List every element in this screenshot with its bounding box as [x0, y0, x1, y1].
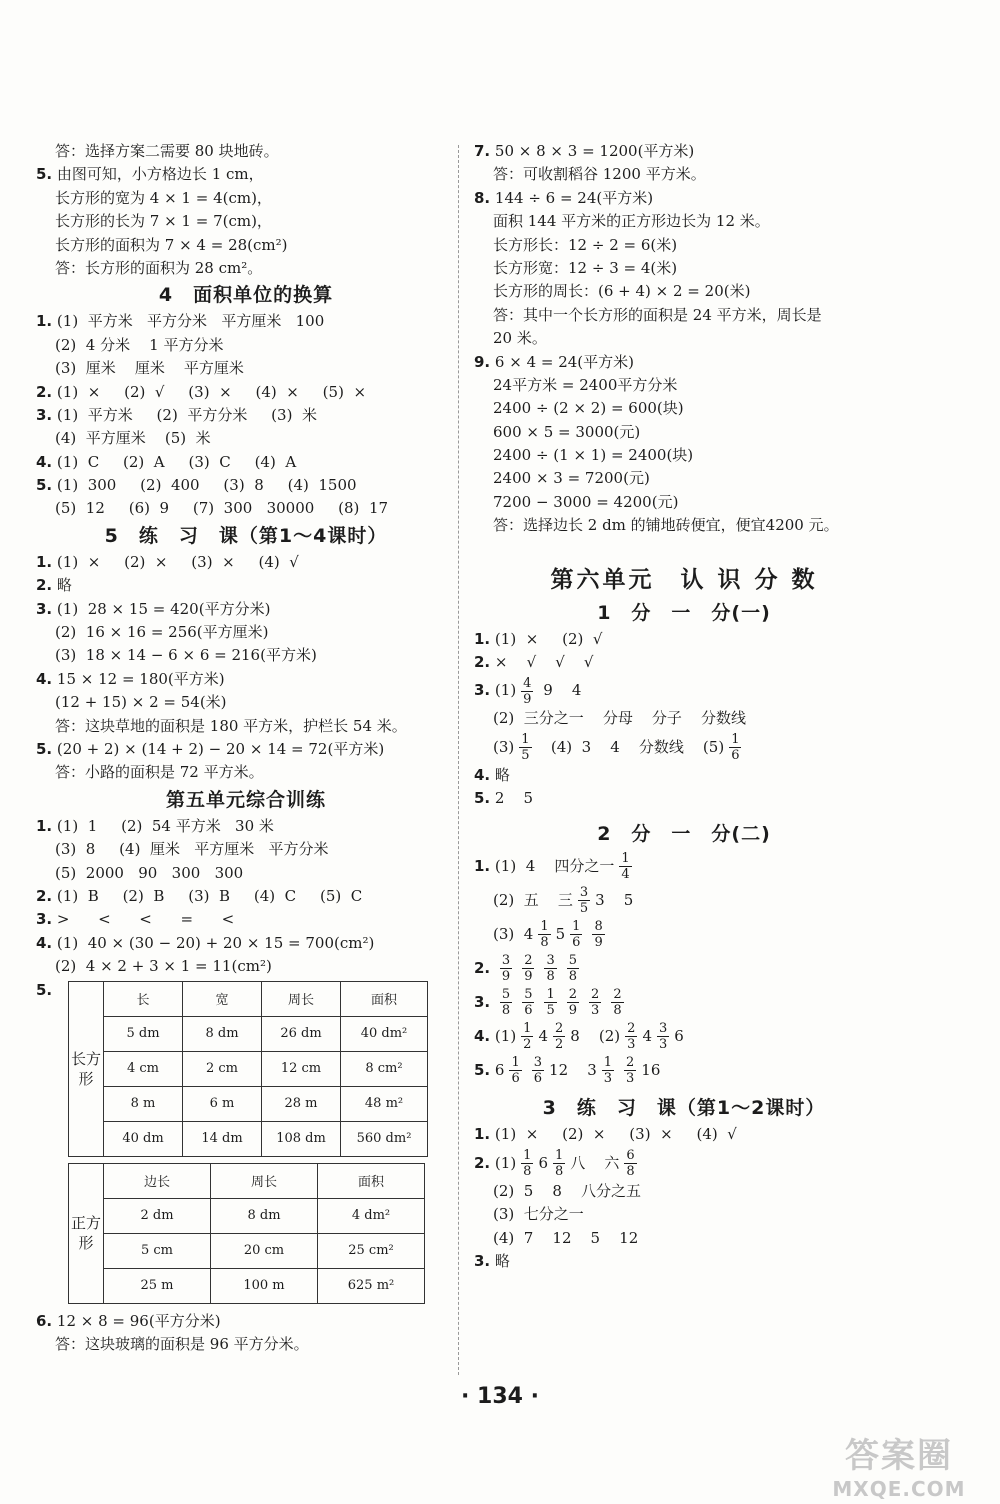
fraction: $\frac{1}{2}$ [523, 1021, 532, 1053]
fraction: $\frac{2}{9}$ [524, 953, 533, 985]
fraction: $\frac{5}{8}$ [501, 987, 511, 1019]
answer-line [474, 304, 894, 327]
answer-line [36, 908, 456, 931]
fraction: $\frac{1}{4}$ [621, 851, 630, 883]
answer-line: 2. × √ √ √ [474, 653, 594, 672]
fraction: $\frac{3}{6}$ [533, 1055, 543, 1087]
answer-line [36, 310, 456, 333]
answer-line [474, 421, 894, 444]
answer-line [36, 815, 456, 838]
answer-line: 5. 2 5 [474, 789, 534, 808]
unit6-title: 第六单元 认 识 分 数 [550, 566, 818, 593]
answer-text: 长方形的宽为 4 × 1 = 4(cm)， [55, 188, 272, 207]
answer-line [36, 1333, 456, 1356]
answer-text: 长方形的长为 7 × 1 = 7(cm)， [55, 212, 272, 231]
answer-line [474, 187, 894, 210]
question-number: 3. [36, 405, 53, 424]
answer-line [36, 574, 456, 597]
answer-line: 1. (1) 4 四分之一 $\frac{1}{4}$ [474, 851, 630, 883]
question-number: 1. [36, 312, 53, 331]
fraction: $\frac{4}{9}$ [523, 675, 532, 707]
answer-line [36, 451, 456, 474]
answer-text: 2400 ÷ (2 × 2) = 600(块) [493, 399, 684, 418]
answer-text: 20 米。 [493, 329, 547, 348]
question-number: 2. [36, 382, 53, 401]
answer-line [36, 1310, 456, 1333]
answer-text: (4) 平方厘米 (5) 米 [55, 429, 211, 448]
answer-line [474, 444, 894, 467]
question-number: 5. [36, 739, 53, 758]
answer-text: 答：长方形的面积为 28 cm²。 [55, 258, 263, 277]
table-header: 面积 [318, 1163, 425, 1198]
answer-line [474, 234, 894, 257]
question-number: 3. [36, 599, 53, 618]
answer-text: 答：这块玻璃的面积是 96 平方分米。 [55, 1334, 309, 1353]
answer-text: 略 [56, 576, 72, 595]
answer-text: 答：选择边长 2 dm 的铺地砖便宜，便宜4200 元。 [493, 516, 839, 535]
answer-line [474, 467, 894, 490]
answer-text: 答：这块草地的面积是 180 平方米，护栏长 54 米。 [55, 716, 407, 735]
section-title: 第五单元综合训练 [165, 788, 326, 811]
table-cell: 20 cm [211, 1233, 318, 1268]
answer-text: 24平方米 = 2400平方分米 [493, 375, 678, 394]
table-header: 周长 [262, 981, 341, 1016]
answer-line: (3) 4 $\frac{1}{8}$ 5 $\frac{1}{6}$ $\frac{8}{9}$ [493, 919, 603, 951]
fraction: $\frac{1}{6}$ [731, 732, 740, 764]
question-number: 5. [36, 476, 53, 495]
answer-line [474, 327, 894, 350]
fraction: $\frac{1}{6}$ [572, 919, 581, 951]
page-number: · 134 · [461, 1384, 539, 1409]
table-header: 边长 [104, 1163, 211, 1198]
answer-line: (3) $\frac{1}{5}$ (4) 3 4 分数线 (5) $\frac{1}{6}$ [493, 732, 740, 764]
answer-line [36, 644, 456, 667]
table-row [69, 1268, 425, 1303]
fraction: $\frac{5}{8}$ [568, 953, 578, 985]
answer-line: 1. (1) × (2) √ [474, 629, 603, 648]
answer-text: 答：其中一个长方形的面积是 24 平方米，周长是 [493, 305, 822, 324]
fraction: $\frac{3}{9}$ [501, 953, 511, 985]
answer-text: 答：选择方案二需要 80 块地砖。 [55, 142, 279, 160]
table-cell: 2 cm [183, 1051, 262, 1086]
question-number: 9. [474, 352, 491, 371]
answer-line [36, 427, 456, 450]
fraction: $\frac{1}{5}$ [546, 987, 555, 1019]
question-number: 3. [36, 910, 53, 929]
answer-line: 2. $\frac{3}{9}$ $\frac{2}{9}$ $\frac{3}{8}$ $\frac{5}{8}$ [474, 953, 578, 985]
table-cell: 14 dm [183, 1121, 262, 1156]
answer-line: 4. (1) $\frac{1}{2}$ 4 $\frac{2}{2}$ 8 (2) $\frac{2}{3}$ 4 $\frac{3}{3}$ 6 [474, 1021, 684, 1053]
answer-line [36, 497, 456, 520]
answer-line [36, 381, 456, 404]
watermark-logo-text: 答案圈 [845, 1436, 953, 1476]
answer-text: 2400 × 3 = 7200(元) [493, 469, 650, 488]
fraction: $\frac{3}{3}$ [658, 1021, 668, 1053]
answer-text: (2) 4 分米 1 平方分米 [55, 335, 224, 354]
fraction: $\frac{2}{2}$ [555, 1021, 564, 1053]
answer-line [36, 163, 456, 186]
table-cell: 4 cm [104, 1051, 183, 1086]
section-title: 1 分 一 分(一) [597, 601, 771, 624]
answer-line [36, 838, 456, 861]
question-number: 8. [474, 188, 491, 207]
table-cell: 12 cm [262, 1051, 341, 1086]
rect-table [68, 981, 428, 1157]
answer-text: (1) × (2) √ (3) × (4) × (5) × [56, 382, 367, 401]
table-cell: 2 dm [104, 1198, 211, 1233]
answer-text: (1) × (2) × (3) × (4) √ [56, 552, 299, 571]
answer-text: 2400 ÷ (1 × 1) = 2400(块) [493, 446, 694, 465]
answer-line [36, 257, 456, 280]
square-table [68, 1163, 425, 1304]
answer-line: 1. (1) × (2) × (3) × (4) √ [474, 1124, 737, 1143]
answer-line [36, 885, 456, 908]
answer-line [474, 163, 894, 186]
table-cell: 26 dm [262, 1016, 341, 1051]
answer-text: 15 × 12 = 180(平方米) [56, 669, 225, 688]
answer-line: (2) 五 三 $\frac{3}{5}$ 3 5 [493, 885, 634, 917]
table-row-header: 长方形 [69, 981, 104, 1156]
answer-line [474, 397, 894, 420]
fraction: $\frac{2}{8}$ [613, 987, 622, 1019]
answer-line [36, 738, 456, 761]
answer-line [36, 210, 456, 233]
question-number: 5. [36, 165, 53, 184]
table-cell: 100 m [211, 1268, 318, 1303]
question-number: 6. [36, 1311, 53, 1330]
answer-text: (12 + 15) × 2 = 54(米) [55, 693, 227, 712]
answer-text: (2) 4 × 2 + 3 × 1 = 11(cm²) [55, 957, 272, 976]
table-header: 周长 [211, 1163, 318, 1198]
answer-text: 长方形长：12 ÷ 2 = 6(米) [493, 235, 678, 254]
answer-line [36, 334, 456, 357]
table-cell: 40 dm [104, 1121, 183, 1156]
table-cell: 8 dm [211, 1198, 318, 1233]
answer-text: (3) 18 × 14 − 6 × 6 = 216(平方米) [55, 646, 317, 665]
fraction: $\frac{1}{8}$ [523, 1148, 532, 1180]
question-number: 4. [36, 452, 53, 471]
answer-line: 5. 6 $\frac{1}{6}$ $\frac{3}{6}$ 12 3 $\frac{1}{3}$ $\frac{2}{3}$ 16 [474, 1055, 661, 1087]
answer-text: (1) 300 (2) 400 (3) 8 (4) 1500 [56, 476, 357, 495]
answer-text: 7200 − 3000 = 4200(元) [493, 492, 679, 511]
answer-line: 4. 略 [474, 765, 510, 784]
question-number: 7. [474, 142, 491, 160]
answer-line [36, 862, 456, 885]
answer-text: (2) 16 × 16 = 256(平方厘米) [55, 623, 269, 642]
section-title: 5 练 习 课（第1～4课时） [104, 524, 388, 547]
table-cell: 8 cm² [341, 1051, 428, 1086]
answer-line: 3. (1) $\frac{4}{9}$ 9 4 [474, 675, 582, 707]
answer-text: 6 × 4 = 24(平方米) [494, 352, 635, 371]
right-top-block [474, 140, 894, 538]
fraction: $\frac{5}{6}$ [524, 987, 533, 1019]
fraction: $\frac{2}{3}$ [627, 1021, 636, 1053]
answer-text: 长方形的周长：(6 + 4) × 2 = 20(米) [493, 282, 751, 301]
section-title: 4 面积单位的换算 [158, 284, 334, 307]
answer-line [474, 210, 894, 233]
table-cell: 25 cm² [318, 1233, 425, 1268]
fraction: $\frac{2}{9}$ [568, 987, 578, 1019]
fraction: $\frac{3}{8}$ [546, 953, 555, 985]
table-cell: 40 dm² [341, 1016, 428, 1051]
answer-line: 2. (1) $\frac{1}{8}$ 6 $\frac{1}{8}$ 八 六 $\frac{6}{8}$ [474, 1148, 635, 1180]
right-column [474, 140, 894, 1274]
table-row [69, 1233, 425, 1268]
answer-line [36, 715, 456, 738]
column-divider [458, 145, 459, 1375]
left-column: 答：选择方案二需要 80 块地砖。 5. 由图可知，小方格边长 1 cm， 长方形的宽为 4 × 1 = 4(cm)， 长方形的长为 7 × 1 = 7(cm)， 长方形的面积为 7 × 4 = 28(cm²) 答：长方形的面积为 28 cm²。 4 面积单位的换算 1. (1) 平方米 平方分米 平方厘米 100 (2) 4 分米 1 平方分米 (3) 厘米 厘米 平方厘米 2. (1) × (2) √ (3) × (4) × (5) × 3. (1) 平方米 (2) 平方分米 (3) 米 (4) 平方厘米 (5) 米 4. (1) C (2) A (3) C (4) A 5. (1) 300 (2) 400 (3) 8 (4) 1500 (5) 12 (6) 9 (7) 300 30000 (8) 17 5 练 习 课（第1～4课时） 1. (1) × (2) × (3) × (4) √ 2. 略 3. (1) 28 × 15 = 420(平方分米) (2) 16 × 16 = 256(平方厘米) (3) 18 × 14 − 6 × 6 = 216(平方米) 4. 15 × 12 = 180(平方米) (12 + 15) × 2 = 54(米) 答：这块草地的面积是 180 平方米，护栏长 54 米。 5. (20 + 2) × (14 + 2) − 20 × 14 = 72(平方米) 答：小路的面积是 72 平方米。 第五单元综合训练 1. (1) 1 (2) 54 平方米 30 米 (3) 8 (4) 厘米 平方厘米 平方分米 (5) 2000 90 300 300 2. (1) B (2) B (3) B (4) C (5) C 3. > < < = < 4. (1) 40 × (30 − 20) + 20 × 15 = 700(cm²) (2) 4 × 2 + 3 × 1 = 11(cm²) 5. 长方形 长 宽 周长 面积 5 dm 8 dm 26 dm 40 dm² 4 cm 2 cm 12 cm 8 cm² 8 m 6 m 28 m 48 m² 40 dm 14 dm 108 dm 560 dm² 正方形 边长 周长 面积 2 dm 8 dm 4 dm² 5 cm 20 cm 25 cm² 25 m 100 m 625 m² 6. 12 × 8 = 96(平方分米) 答：这块玻璃的面积是 96 平方分米。 [36, 140, 456, 1356]
fraction: $\frac{6}{8}$ [626, 1148, 635, 1180]
answer-text: (1) C (2) A (3) C (4) A [56, 452, 297, 471]
answer-text: 长方形的面积为 7 × 4 = 28(cm²) [55, 235, 288, 254]
watermark-url: MXQE.COM [832, 1477, 966, 1501]
answer-text: (5) 12 (6) 9 (7) 300 30000 (8) 17 [55, 499, 389, 518]
answer-text: 长方形宽：12 ÷ 3 = 4(米) [493, 258, 678, 277]
section-title: 3 练 习 课（第1～2课时） [542, 1096, 826, 1119]
answer-text: (1) B (2) B (3) B (4) C (5) C [56, 886, 363, 905]
question-number: 2. [36, 576, 53, 595]
table-cell: 5 dm [104, 1016, 183, 1051]
answer-line [36, 404, 456, 427]
table-cell: 48 m² [341, 1086, 428, 1121]
answer-text: (1) 40 × (30 − 20) + 20 × 15 = 700(cm²) [56, 933, 375, 952]
table-row [69, 1121, 428, 1156]
answer-line: (4) 7 12 5 12 [493, 1228, 639, 1247]
section-title: 2 分 一 分(二) [597, 822, 771, 845]
answer-line [36, 691, 456, 714]
answer-text: (3) 8 (4) 厘米 平方厘米 平方分米 [55, 840, 329, 859]
fraction: $\frac{1}{5}$ [521, 732, 530, 764]
answer-line [36, 474, 456, 497]
question-number: 4. [36, 933, 53, 952]
answer-line [36, 932, 456, 955]
table-cell: 25 m [104, 1268, 211, 1303]
question-number: 1. [36, 552, 53, 571]
table-row [69, 1198, 425, 1233]
table-cell: 8 m [104, 1086, 183, 1121]
answer-line [36, 357, 456, 380]
fraction: $\frac{1}{3}$ [603, 1055, 613, 1087]
answer-line [474, 257, 894, 280]
table-row [69, 1051, 428, 1086]
answer-line [36, 761, 456, 784]
answer-text: (3) 厘米 厘米 平方厘米 [55, 359, 244, 378]
answer-line [474, 491, 894, 514]
answer-line: 3. 略 [474, 1252, 510, 1271]
table-header: 面积 [341, 981, 428, 1016]
answer-line [36, 140, 456, 163]
answer-line: 3. $\frac{5}{8}$ $\frac{5}{6}$ $\frac{1}{5}$ $\frac{2}{9}$ $\frac{2}{3}$ $\frac{2}{8}$ [474, 987, 622, 1019]
watermark [824, 1428, 974, 1501]
table-header: 长 [104, 981, 183, 1016]
answer-text: 12 × 8 = 96(平方分米) [56, 1311, 221, 1330]
answer-text: (1) 平方米 平方分米 平方厘米 100 [56, 312, 325, 331]
answer-text: 144 ÷ 6 = 24(平方米) [494, 188, 654, 207]
fraction: $\frac{2}{3}$ [626, 1055, 635, 1087]
answer-text: (1) 平方米 (2) 平方分米 (3) 米 [56, 405, 317, 424]
answer-line [36, 668, 456, 691]
answer-text: 答：可收割稻谷 1200 平方米。 [493, 165, 706, 184]
answer-line [36, 598, 456, 621]
fraction: $\frac{1}{8}$ [540, 919, 549, 951]
answer-text: > < < = < [56, 910, 235, 929]
answer-line: (3) 七分之一 [493, 1205, 584, 1224]
answer-line [36, 234, 456, 257]
answer-line [474, 374, 894, 397]
answer-text: (1) 28 × 15 = 420(平方分米) [56, 599, 271, 618]
answer-line [36, 187, 456, 210]
fraction: $\frac{1}{6}$ [511, 1055, 520, 1087]
table-cell: 560 dm² [341, 1121, 428, 1156]
table-header: 宽 [183, 981, 262, 1016]
question-number: 2. [36, 886, 53, 905]
answer-line [474, 514, 894, 537]
table-row [69, 1016, 428, 1051]
fraction: $\frac{8}{9}$ [594, 919, 603, 951]
question-number: 4. [36, 669, 53, 688]
answer-line [36, 621, 456, 644]
answer-text: (1) 1 (2) 54 平方米 30 米 [56, 816, 274, 835]
answer-text: 面积 144 平方米的正方形边长为 12 米。 [493, 212, 770, 231]
fraction: $\frac{1}{8}$ [555, 1148, 564, 1180]
answer-text: (20 + 2) × (14 + 2) − 20 × 14 = 72(平方米) [56, 739, 385, 758]
answer-text: 答：小路的面积是 72 平方米。 [55, 763, 264, 782]
fraction: $\frac{3}{5}$ [579, 885, 589, 917]
table-row-header: 正方形 [69, 1163, 104, 1303]
answer-text: 由图可知，小方格边长 1 cm， [56, 165, 264, 184]
table-row [69, 1086, 428, 1121]
answer-line: (2) 5 8 八分之五 [493, 1181, 642, 1200]
answer-text: (5) 2000 90 300 300 [55, 863, 244, 882]
answer-text: 50 × 8 × 3 = 1200(平方米) [494, 142, 695, 160]
answer-text: 600 × 5 = 3000(元) [493, 422, 641, 441]
answer-line [474, 140, 894, 163]
table-cell: 5 cm [104, 1233, 211, 1268]
table-cell: 6 m [183, 1086, 262, 1121]
table-cell: 28 m [262, 1086, 341, 1121]
answer-line [36, 955, 456, 978]
answer-line [474, 351, 894, 374]
answer-line: (2) 三分之一 分母 分子 分数线 [493, 709, 747, 728]
answer-line [474, 280, 894, 303]
answer-line [36, 551, 456, 574]
table-cell: 625 m² [318, 1268, 425, 1303]
fraction: $\frac{2}{3}$ [591, 987, 600, 1019]
table-cell: 8 dm [183, 1016, 262, 1051]
table-cell: 108 dm [262, 1121, 341, 1156]
table-cell: 4 dm² [318, 1198, 425, 1233]
question-number: 1. [36, 816, 53, 835]
